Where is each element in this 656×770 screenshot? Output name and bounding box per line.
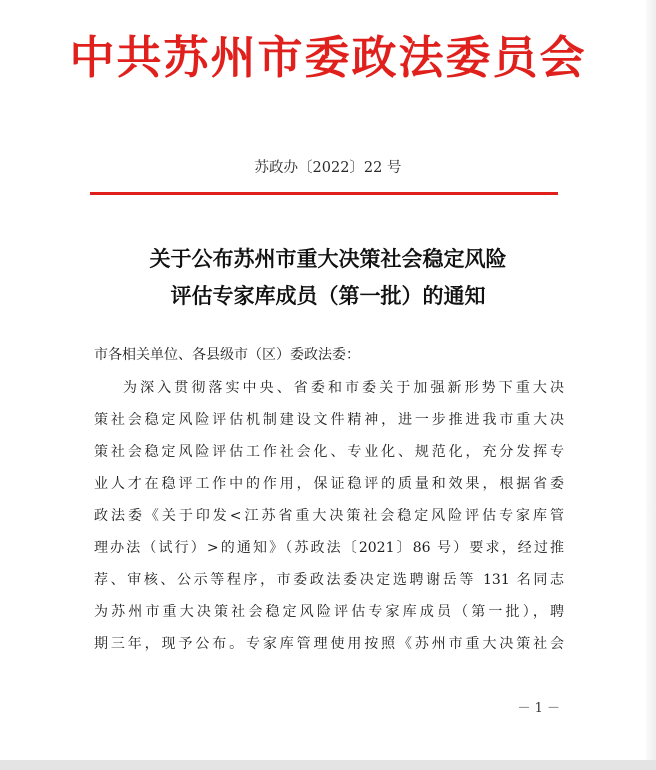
- body-line: 为深入贯彻落实中央、省委和市委关于加强新形势下重大决: [123, 380, 564, 396]
- body-line: 期三年，现予公布。专家库管理使用按照《苏州市重大决策社会: [94, 636, 564, 652]
- body-line: 为苏州市重大决策社会稳定风险评估专家库成员（第一批），聘: [94, 604, 564, 620]
- body-line: 政法委《关于印发<江苏省重大决策社会稳定风险评估专家库管: [94, 508, 564, 524]
- red-divider-line: [90, 192, 558, 195]
- body-line: 理办法（试行）>的通知》（苏政法〔2021〕86 号）要求，经过推: [94, 540, 564, 556]
- body-line: 策社会稳定风险评估工作社会化、专业化、规范化，充分发挥专: [94, 444, 564, 460]
- body-paragraph: [94, 372, 564, 660]
- body-line: 业人才在稳评工作中的作用，保证稳评的质量和效果，根据省委: [94, 476, 564, 492]
- organization-header: 中共苏州市委政法委员会: [69, 31, 587, 84]
- document-title-line-2: 评估专家库成员（第一批）的通知: [170, 283, 486, 308]
- document-title-line-1: 关于公布苏州市重大决策社会稳定风险: [149, 246, 507, 271]
- viewer-bottom-bar: [0, 760, 656, 770]
- body-line: 策社会稳定风险评估机制建设文件精神，进一步推进我市重大决: [94, 412, 564, 428]
- document-title: [60, 240, 596, 314]
- document-number: 苏政办〔2022〕22 号: [254, 160, 402, 176]
- body-line: 荐、审核、公示等程序，市委政法委决定选聘谢岳等 131 名同志: [94, 572, 564, 588]
- page-edge-shadow: [646, 0, 656, 770]
- recipient-line: 市各相关单位、各县级市（区）委政法委：: [94, 347, 360, 363]
- page-number: － 1 －: [517, 701, 560, 716]
